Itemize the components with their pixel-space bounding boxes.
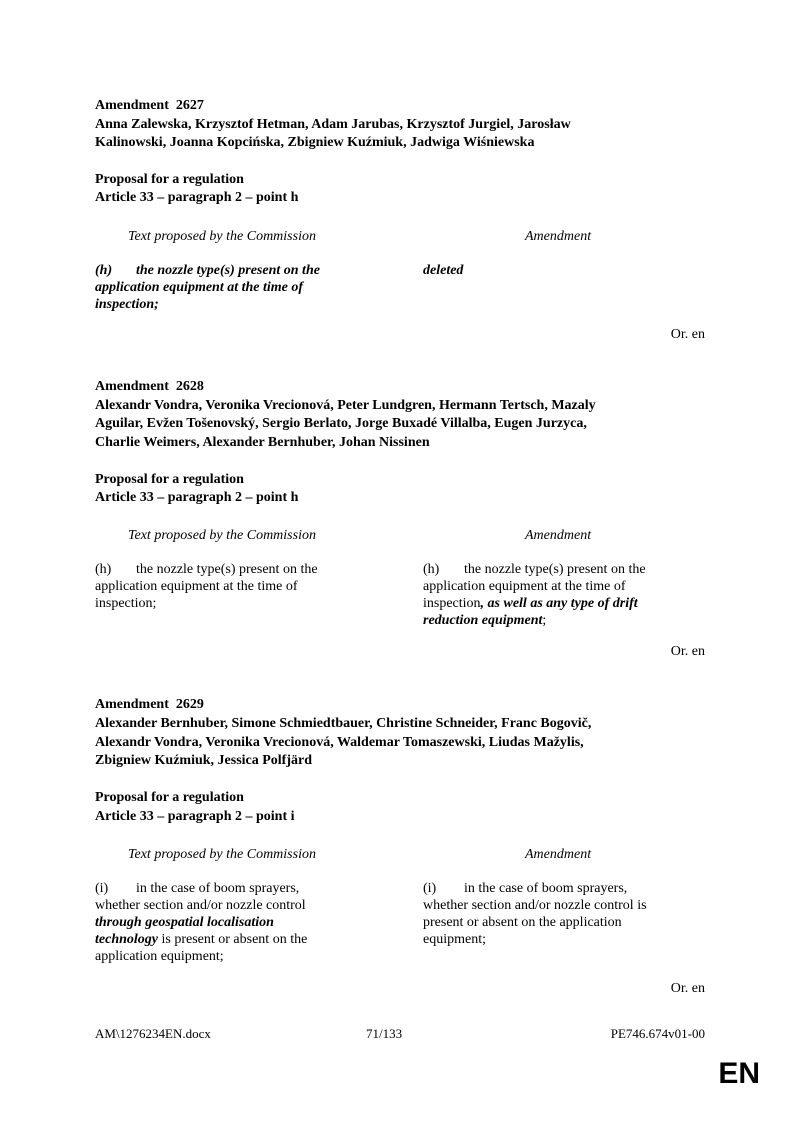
amendment-authors-line: Zbigniew Kuźmiuk, Jessica Polfjärd [95, 753, 313, 768]
amendment-text: (i) in the case of boom sprayers, whether section and/or nozzle control is present or absent on the application equipment; [423, 881, 647, 947]
commission-text: (h) the nozzle type(s) present on the application equipment at the time of inspection; [95, 263, 320, 312]
column-header-commission: Text proposed by the Commission [128, 847, 316, 862]
footer-page-number: 71/133 [366, 1026, 403, 1041]
language-mark: EN [718, 1057, 760, 1090]
column-header-amendment: Amendment [525, 847, 592, 862]
deleted-text: technology [95, 932, 158, 947]
article-reference: Article 33 – paragraph 2 – point h [95, 490, 299, 505]
amendment-text: (h) the nozzle type(s) present on the application equipment at the time of inspection, as well as any type of drift reduction equipment; [423, 562, 646, 628]
commission-text: (h) the nozzle type(s) present on the application equipment at the time of inspection; [95, 562, 318, 611]
footer-pe-reference: PE746.674v01-00 [610, 1026, 705, 1041]
proposal-label: Proposal for a regulation [95, 790, 244, 805]
original-language: Or. en [670, 644, 705, 659]
point-label: (i) [95, 881, 109, 896]
footer-doc-reference: AM\1276234EN.docx [95, 1026, 211, 1041]
point-label: (i) [423, 881, 437, 896]
original-language: Or. en [670, 327, 705, 342]
commission-text: (i) in the case of boom sprayers, whether section and/or nozzle control through geospatial localisation technology is present or absent on the application equipment; [95, 880, 385, 965]
column-header-amendment: Amendment [525, 229, 592, 244]
column-header-commission: Text proposed by the Commission [128, 229, 316, 244]
amendment-authors-line: Alexandr Vondra, Veronika Vrecionová, Waldemar Tomaszewski, Liudas Mažylis, [95, 735, 584, 750]
amendment-title: Amendment 2629 [95, 697, 204, 712]
article-reference: Article 33 – paragraph 2 – point h [95, 190, 299, 205]
column-header-amendment: Amendment [525, 528, 592, 543]
point-label: (h) [95, 263, 113, 278]
amendment-text: deleted [423, 263, 464, 278]
amendment-authors-line: Kalinowski, Joanna Kopcińska, Zbigniew Kuźmiuk, Jadwiga Wiśniewska [95, 135, 535, 150]
proposal-label: Proposal for a regulation [95, 172, 244, 187]
point-label: (h) [95, 562, 112, 577]
added-text: reduction equipment [423, 613, 543, 628]
amendment-title: Amendment 2627 [95, 98, 204, 113]
amendment-authors-line: Alexandr Vondra, Veronika Vrecionová, Peter Lundgren, Hermann Tertsch, Mazaly [95, 398, 596, 413]
added-text: , as well as any type of drift [480, 596, 638, 611]
amendment-authors-line: Anna Zalewska, Krzysztof Hetman, Adam Jarubas, Krzysztof Jurgiel, Jarosław [95, 117, 571, 132]
point-label: (h) [423, 562, 440, 577]
column-header-commission: Text proposed by the Commission [128, 528, 316, 543]
proposal-label: Proposal for a regulation [95, 472, 244, 487]
original-language: Or. en [670, 981, 705, 996]
amendment-authors-line: Aguilar, Evžen Tošenovský, Sergio Berlato, Jorge Buxadé Villalba, Eugen Jurzyca, [95, 416, 587, 431]
article-reference: Article 33 – paragraph 2 – point i [95, 809, 295, 824]
amendment-title: Amendment 2628 [95, 379, 204, 394]
amendment-authors-line: Charlie Weimers, Alexander Bernhuber, Johan Nissinen [95, 435, 430, 450]
amendment-authors-line: Alexander Bernhuber, Simone Schmiedtbauer, Christine Schneider, Franc Bogovič, [95, 716, 592, 731]
deleted-text: through geospatial localisation [95, 915, 274, 930]
